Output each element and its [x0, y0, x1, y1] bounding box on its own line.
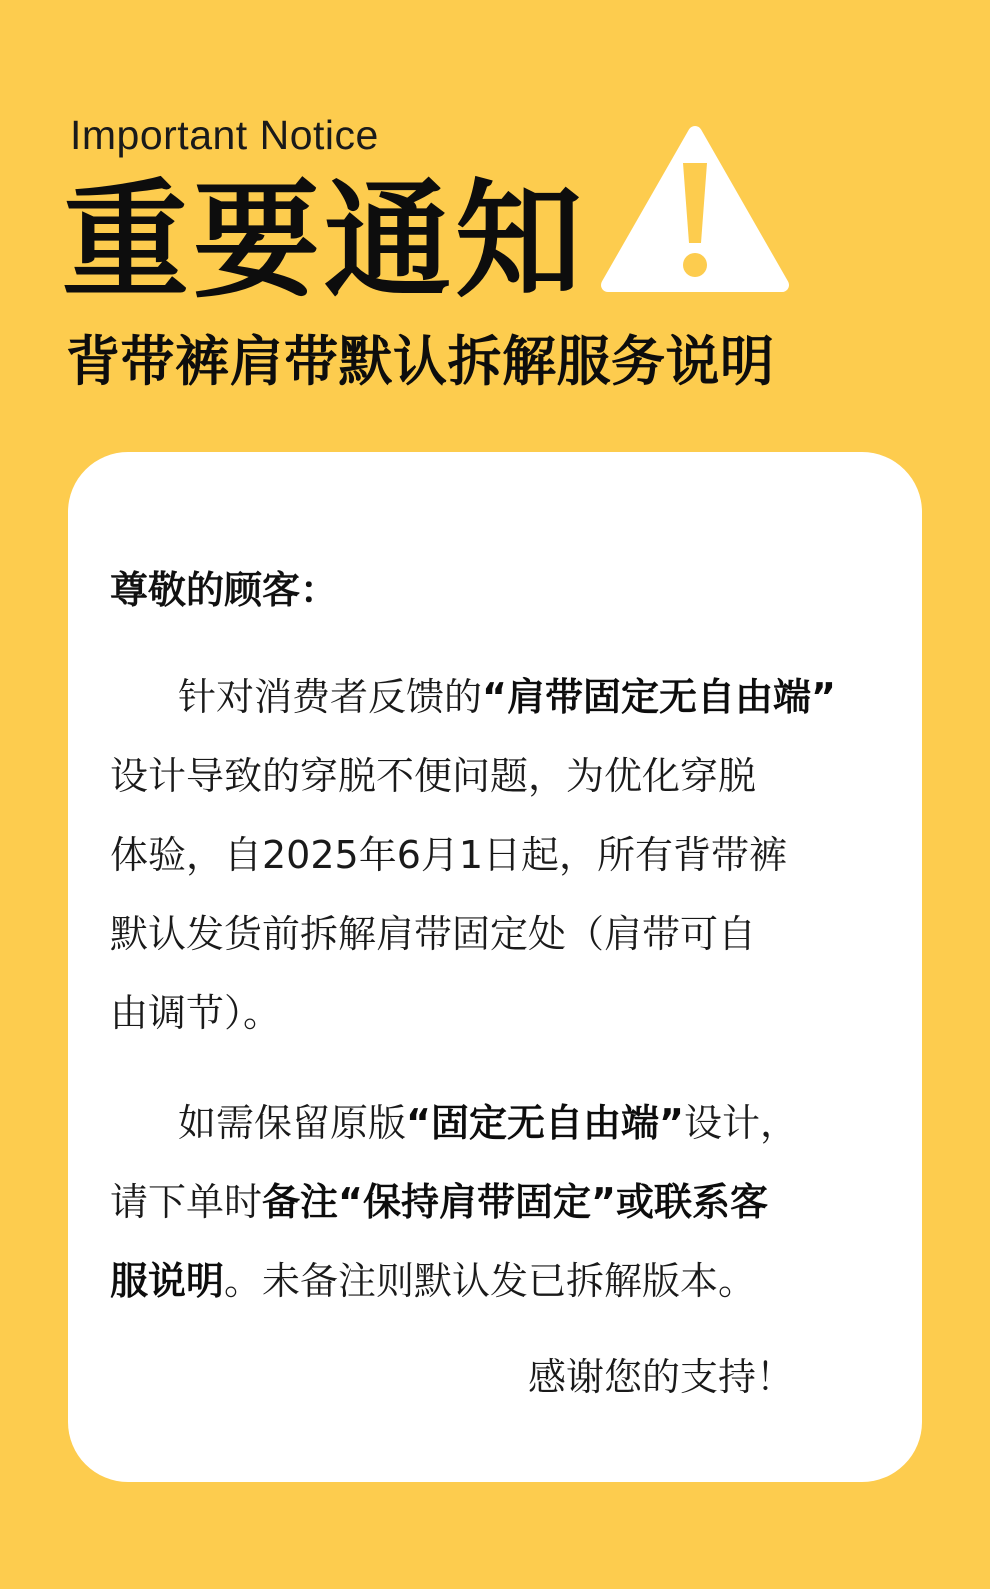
emphasis-text: 备注“保持肩带固定”或联系客	[262, 1180, 768, 1224]
paragraph-line: 体验，自2025年6月1日起，所有背带裤	[110, 833, 788, 877]
notice-paragraph-1	[110, 658, 880, 1053]
english-subtitle: Important Notice	[70, 112, 379, 158]
paragraph-line	[110, 1242, 880, 1321]
paragraph-line	[110, 1084, 880, 1163]
text-segment: 设计，	[683, 1101, 798, 1145]
warning-triangle-icon	[600, 125, 790, 297]
text-segment: 。未备注则默认发已拆解版本。	[224, 1259, 757, 1303]
paragraph-line: 由调节）。	[110, 991, 282, 1035]
paragraph-line	[110, 658, 880, 737]
notice-paragraph-2	[110, 1084, 880, 1321]
thanks-text: 感谢您的支持！	[528, 1355, 795, 1399]
paragraph-line	[110, 1163, 880, 1242]
emphasis-text: 服说明	[110, 1259, 225, 1303]
paragraph-line: 设计导致的穿脱不便问题，为优化穿脱	[110, 754, 757, 798]
greeting: 尊敬的顾客：	[110, 568, 339, 612]
text-segment: 请下单时	[110, 1180, 263, 1224]
emphasis-text: “肩带固定无自由端”	[482, 675, 836, 719]
paragraph-line: 默认发货前拆解肩带固定处（肩带可自	[110, 912, 757, 956]
notice-subtitle: 背带裤肩带默认拆解服务说明	[66, 330, 775, 393]
emphasis-text: “固定无自由端”	[406, 1101, 684, 1145]
text-segment: 如需保留原版	[178, 1101, 407, 1145]
page-title: 重要通知	[62, 167, 587, 315]
text-segment: 针对消费者反馈的	[178, 675, 483, 719]
